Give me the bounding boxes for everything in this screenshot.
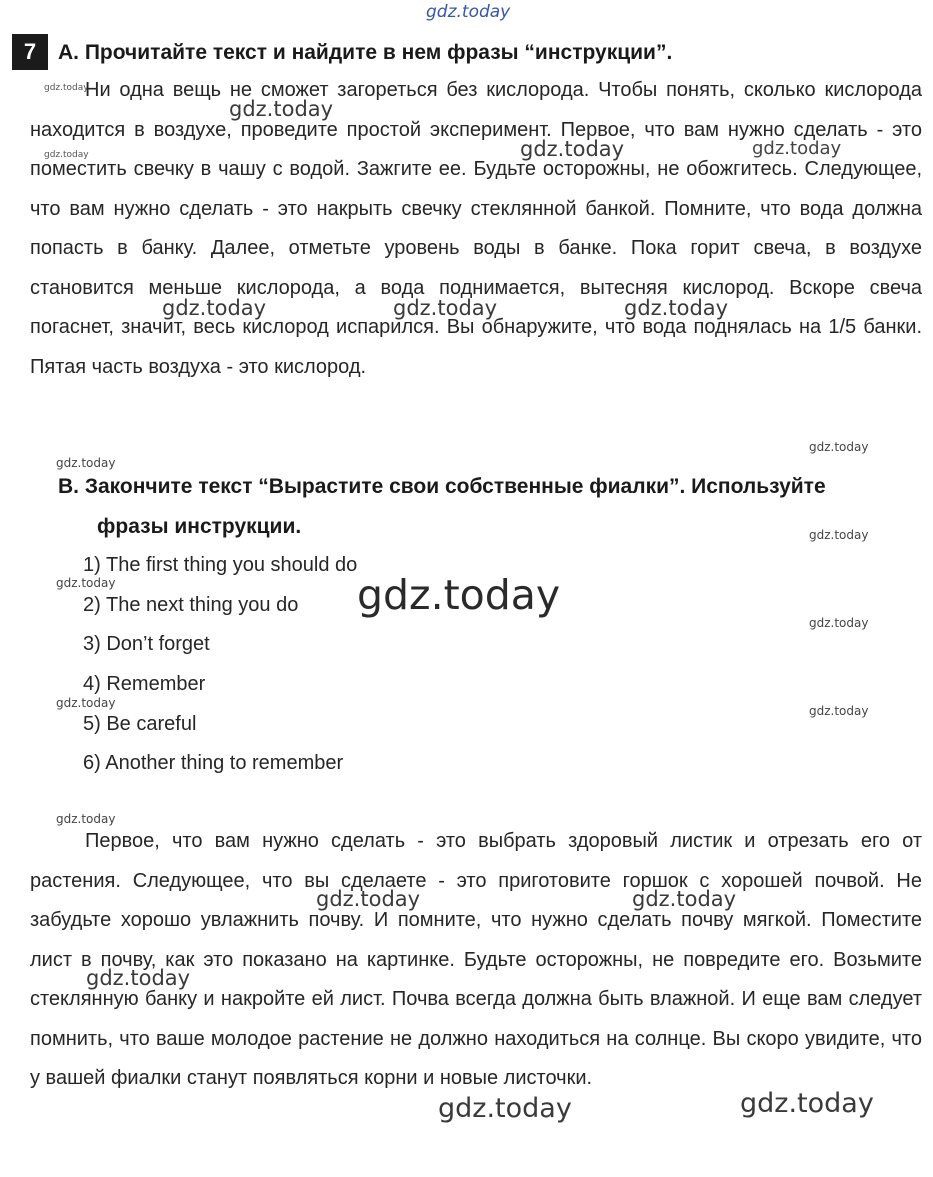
watermark: gdz.today <box>809 616 869 630</box>
watermark: gdz.today <box>438 1093 572 1124</box>
watermark: gdz.today <box>632 887 737 911</box>
part-b-heading-continued: фразы инструкции. <box>97 515 302 538</box>
watermark: gdz.today <box>44 83 89 93</box>
watermark: gdz.today <box>809 528 869 542</box>
watermark: gdz.today <box>229 97 334 121</box>
list-item: 4) Remember <box>83 673 206 696</box>
watermark: gdz.today <box>740 1088 874 1119</box>
watermark: gdz.today <box>56 576 116 590</box>
watermark: gdz.today <box>56 456 116 470</box>
watermark: gdz.today <box>809 440 869 454</box>
watermark: gdz.today <box>624 296 729 320</box>
watermark: gdz.today <box>44 150 89 160</box>
part-b-heading: B. Закончите текст “Вырастите свои собственные фиалки”. Используйте <box>58 475 826 498</box>
watermark: gdz.today <box>162 296 267 320</box>
part-a-text: Ни одна вещь не сможет загореться без кислорода. Чтобы понять, сколько кислорода находится в воздухе, проведите простой эксперимент. Первое, что вам нужно сделать - это поместить свечку в чашу с водой. Зажгите ее. Будьте осторожны, не обожгитесь. Следующее, что вам нужно сделать - это накрыть свечку стеклянной банкой. Помните, что вода должна попасть в банку. Далее, отметьте уровень воды в банке. Пока горит свеча, в воздухе становится меньше кислорода, а вода поднимается, вытесняя кислород. Вскоре свеча погаснет, значит, весь кислород испарился. Вы обнаружите, что вода поднялась на 1/5 банки. Пятая часть воздуха - это кислород. <box>30 79 922 378</box>
list-item: 3) Don’t forget <box>83 633 210 656</box>
list-item: 2) The next thing you do <box>83 593 299 616</box>
watermark: gdz.today <box>393 296 498 320</box>
list-item: 5) Be careful <box>83 712 197 735</box>
list-item: 1) The first thing you should do <box>83 554 358 576</box>
watermark: gdz.today <box>809 704 869 718</box>
list-item: 6) Another thing to remember <box>83 752 344 775</box>
watermark: gdz.today <box>86 966 191 990</box>
watermark-large: gdz.today <box>357 571 561 619</box>
instruction-phrases-list <box>83 548 357 786</box>
part-a-heading: A. Прочитайте текст и найдите в нем фразы “инструкции”. <box>58 41 673 64</box>
watermark: gdz.today <box>520 137 625 161</box>
part-b-text: Первое, что вам нужно сделать - это выбрать здоровый листик и отрезать его от растения. Следующее, что вы сделаете - это приготовите горшок с хорошей почвой. Не забудьте хорошо увлажнить почву. И помните, что нужно сделать почву мягкой. Поместите лист в почву, как это показано на картинке. Будьте осторожны, не повредите его. Возьмите стеклянную банку и накройте ей лист. Почва всегда должна быть влажной. И еще вам следует помнить, что ваше молодое растение не должно находиться на солнце. Вы скоро увидите, что у вашей фиалки станут появляться корни и новые листочки. <box>30 830 922 1089</box>
watermark: gdz.today <box>56 812 116 826</box>
watermark: gdz.today <box>752 138 842 159</box>
task-number-badge: 7 <box>12 34 48 70</box>
watermark: gdz.today <box>56 696 116 710</box>
watermark: gdz.today <box>316 887 421 911</box>
watermark-top: gdz.today <box>426 2 511 22</box>
